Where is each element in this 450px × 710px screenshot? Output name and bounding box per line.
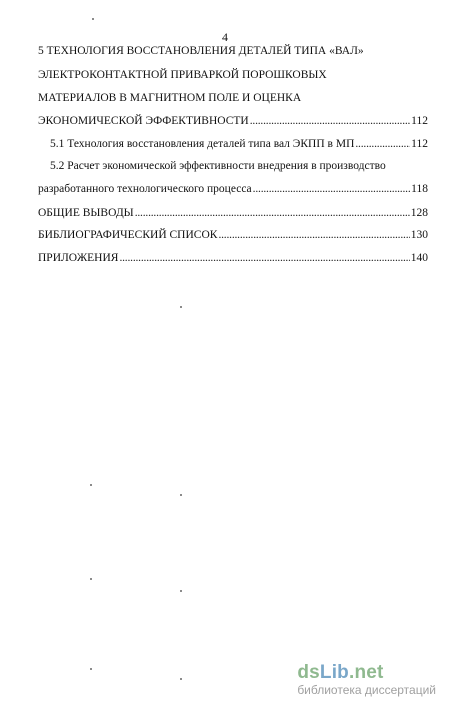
scan-speck	[180, 494, 182, 496]
toc-chapter5-line-1	[38, 44, 428, 58]
watermark-tagline: библиотека диссертаций	[297, 683, 436, 697]
scan-speck	[180, 306, 182, 308]
toc-text: БИБЛИОГРАФИЧЕСКИЙ СПИСОК	[38, 229, 218, 241]
toc-page-number: 130	[410, 229, 428, 241]
watermark-logo: dsLib.net	[297, 662, 384, 683]
leader-dots	[135, 206, 410, 220]
scan-speck	[90, 484, 92, 486]
toc-bibliography	[38, 228, 428, 242]
page-number: 4	[222, 30, 228, 44]
scan-speck	[90, 578, 92, 580]
leader-dots	[253, 182, 411, 196]
toc-section-5-2-line-2	[38, 182, 428, 196]
leader-dots	[250, 114, 410, 128]
scan-speck	[180, 678, 182, 680]
toc-text: 5.1 Технология восстановления деталей типа вал ЭКПП в МП	[50, 138, 355, 150]
toc-page-number: 128	[410, 207, 428, 219]
toc-page-number: 140	[410, 252, 428, 264]
leader-dots	[355, 137, 410, 151]
toc-page-number: 118	[411, 183, 428, 195]
toc-chapter5-line-3	[38, 91, 428, 105]
scan-speck	[90, 668, 92, 670]
toc-chapter5-line-4	[38, 114, 428, 128]
toc-text: 5 ТЕХНОЛОГИЯ ВОССТАНОВЛЕНИЯ ДЕТАЛЕЙ ТИПА «ВАЛ»	[38, 45, 364, 57]
toc-chapter5-line-2	[38, 68, 428, 82]
toc-text: ОБЩИЕ ВЫВОДЫ	[38, 207, 134, 219]
toc-text: ПРИЛОЖЕНИЯ	[38, 252, 119, 264]
toc-page-number: 112	[411, 115, 428, 127]
leader-dots	[218, 228, 409, 242]
toc-section-5-1	[50, 137, 428, 151]
toc-text: ЭКОНОМИЧЕСКОЙ ЭФФЕКТИВНОСТИ	[38, 115, 249, 127]
leader-dots	[119, 251, 409, 265]
toc-section-5-2-line-1	[50, 159, 428, 173]
toc-text: разработанного технологического процесса	[38, 183, 252, 195]
toc-text: ЭЛЕКТРОКОНТАКТНОЙ ПРИВАРКОЙ ПОРОШКОВЫХ	[38, 69, 327, 81]
toc-text: МАТЕРИАЛОВ В МАГНИТНОМ ПОЛЕ И ОЦЕНКА	[38, 92, 302, 104]
scan-speck	[92, 18, 94, 20]
watermark	[297, 662, 436, 697]
scan-speck	[180, 590, 182, 592]
toc-appendices	[38, 251, 428, 265]
toc-page-number: 112	[411, 138, 428, 150]
toc-general-conclusions	[38, 206, 428, 220]
toc-text: 5.2 Расчет экономической эффективности внедрения в производство	[50, 160, 386, 172]
